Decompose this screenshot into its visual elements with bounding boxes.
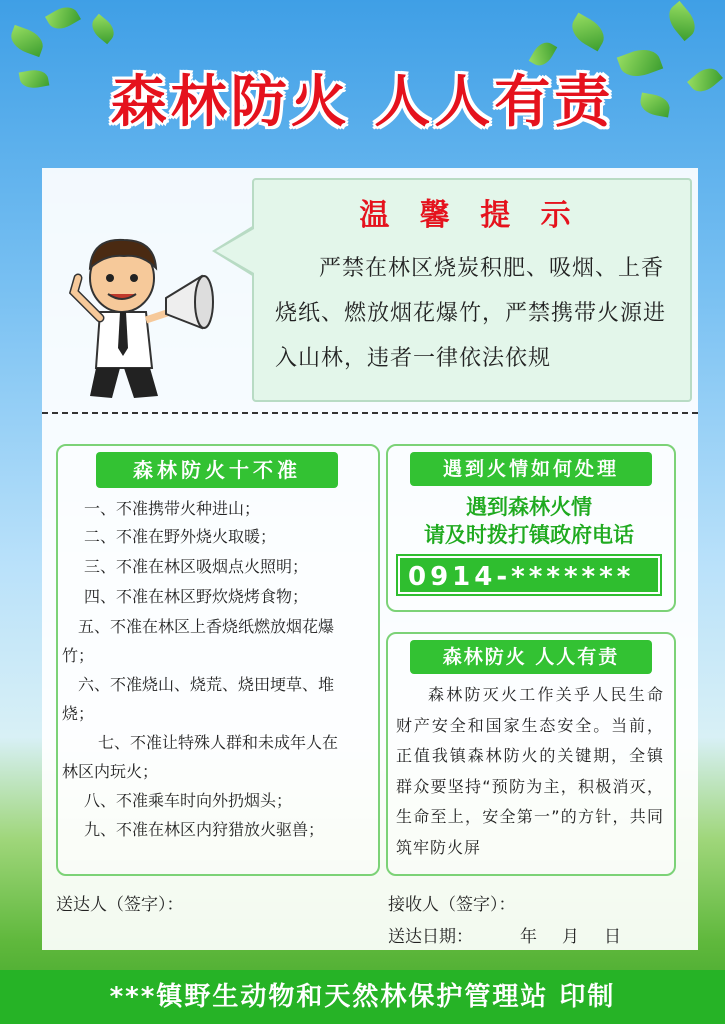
fire-line-2: 请及时拨打镇政府电话	[424, 523, 634, 547]
fire-heading: 遇到火情如何处理	[410, 452, 652, 486]
date-month: 月	[562, 927, 579, 947]
delivery-date-label: 送达日期：	[388, 927, 473, 947]
footer-text: ***镇野生动物和天然林保护管理站 印制	[109, 982, 616, 1012]
rule-item: 四、不准在林区野炊烧烤食物；	[84, 587, 309, 606]
date-day: 日	[604, 927, 621, 947]
cartoon-man-with-megaphone-icon	[62, 228, 222, 406]
rule-item: 五、不准在林区上香烧纸燃放烟花爆	[78, 617, 335, 636]
rule-item: 八、不准乘车时向外扔烟头；	[84, 791, 293, 810]
tip-heading: 温 馨 提 示	[359, 198, 581, 233]
page-title: 森林防火 人人有责	[110, 70, 615, 135]
dashed-divider	[42, 412, 698, 414]
rule-item: 二、不准在野外烧火取暖；	[84, 527, 277, 546]
rule-item: 三、不准在林区吸烟点火照明；	[84, 557, 309, 576]
sender-signature-label: 送达人（签字）：	[56, 895, 184, 915]
rule-item: 烧；	[62, 704, 95, 723]
rule-item: 一、不准携带火种进山；	[84, 499, 261, 518]
rules-heading: 森林防火十不准	[96, 452, 338, 488]
tip-text: 严禁在林区烧炭积肥、吸烟、上香烧纸、燃放烟花爆竹，严禁携带火源进入山林，违者一律依法依规	[275, 256, 667, 371]
speech-bubble-tail-inner	[216, 229, 254, 273]
rule-item: 林区内玩火；	[62, 762, 159, 781]
phone-number: 0914-*******	[398, 556, 660, 594]
fire-line-1: 遇到森林火情	[466, 495, 592, 519]
date-year: 年	[520, 927, 537, 947]
duty-text: 森林防灭火工作关乎人民生命财产安全和国家生态安全。当前，正值我镇森林防火的关键期，全镇群众要坚持“预防为主，积极消灭，生命至上，安全第一”的方针，共同筑牢防火屏	[396, 685, 664, 857]
duty-heading: 森林防火 人人有责	[410, 640, 652, 674]
rule-item: 六、不准烧山、烧荒、烧田埂草、堆	[78, 675, 335, 694]
rule-item: 九、不准在林区内狩猎放火驱兽；	[84, 820, 325, 839]
receiver-signature-label: 接收人（签字）：	[388, 895, 516, 915]
rule-item: 七、不准让特殊人群和未成年人在	[98, 733, 339, 752]
rule-item: 竹；	[62, 646, 95, 665]
